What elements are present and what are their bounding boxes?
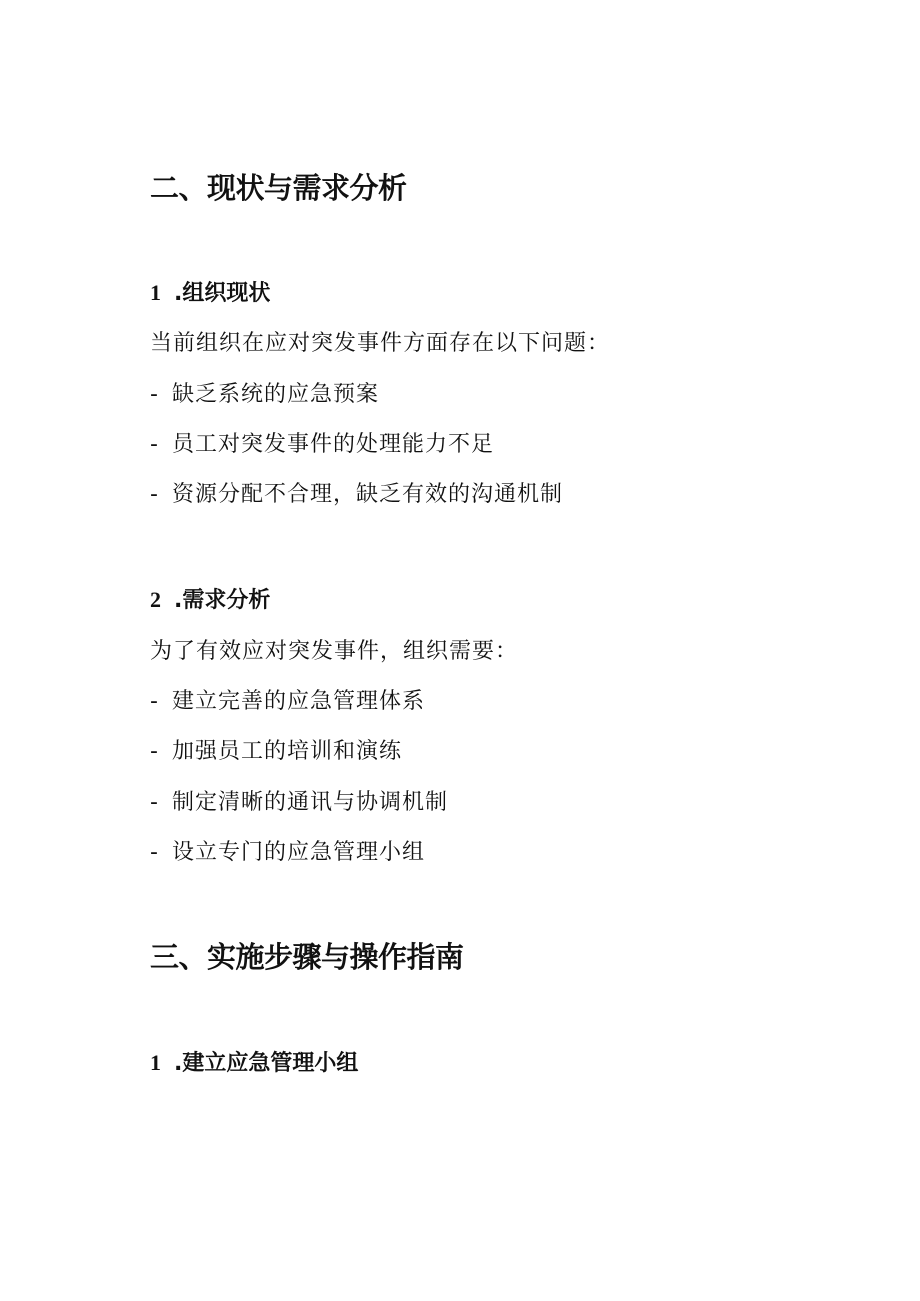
list-marker: - bbox=[150, 790, 159, 815]
list-item bbox=[150, 789, 448, 817]
subsection-title: .需求分析 bbox=[174, 588, 271, 613]
paragraph-intro-2-1: 当前组织在应对突发事件方面存在以下问题： bbox=[150, 331, 611, 356]
list-marker: - bbox=[150, 482, 159, 507]
subsection-heading-2-1 bbox=[150, 279, 270, 308]
list-item-text: 制定清晰的通讯与协调机制 bbox=[172, 790, 449, 815]
subsection-heading-2-2 bbox=[150, 586, 270, 615]
paragraph-intro-2-2: 为了有效应对突发事件，组织需要： bbox=[150, 639, 519, 664]
list-item bbox=[150, 481, 563, 509]
list-item-text: 设立专门的应急管理小组 bbox=[172, 840, 426, 865]
list-item-text: 建立完善的应急管理体系 bbox=[172, 689, 426, 714]
subsection-title: .组织现状 bbox=[174, 281, 271, 306]
section-heading-2: 二、现状与需求分析 bbox=[150, 171, 407, 205]
list-item-text: 资源分配不合理，缺乏有效的沟通机制 bbox=[172, 482, 564, 507]
subsection-number: 2 bbox=[150, 587, 161, 612]
subsection-number: 1 bbox=[150, 280, 161, 305]
list-item bbox=[150, 431, 494, 459]
list-marker: - bbox=[150, 840, 159, 865]
subsection-number: 1 bbox=[150, 1050, 161, 1075]
list-item-text: 缺乏系统的应急预案 bbox=[172, 382, 380, 407]
list-marker: - bbox=[150, 382, 159, 407]
list-item-text: 加强员工的培训和演练 bbox=[172, 739, 403, 764]
list-item-text: 员工对突发事件的处理能力不足 bbox=[172, 432, 495, 457]
subsection-title: .建立应急管理小组 bbox=[174, 1051, 359, 1076]
list-item bbox=[150, 688, 425, 716]
section-heading-3: 三、实施步骤与操作指南 bbox=[150, 940, 464, 974]
subsection-heading-3-1 bbox=[150, 1049, 358, 1078]
list-marker: - bbox=[150, 739, 159, 764]
list-item bbox=[150, 381, 379, 409]
list-marker: - bbox=[150, 689, 159, 714]
list-item bbox=[150, 839, 425, 867]
list-marker: - bbox=[150, 432, 159, 457]
list-item bbox=[150, 738, 402, 766]
